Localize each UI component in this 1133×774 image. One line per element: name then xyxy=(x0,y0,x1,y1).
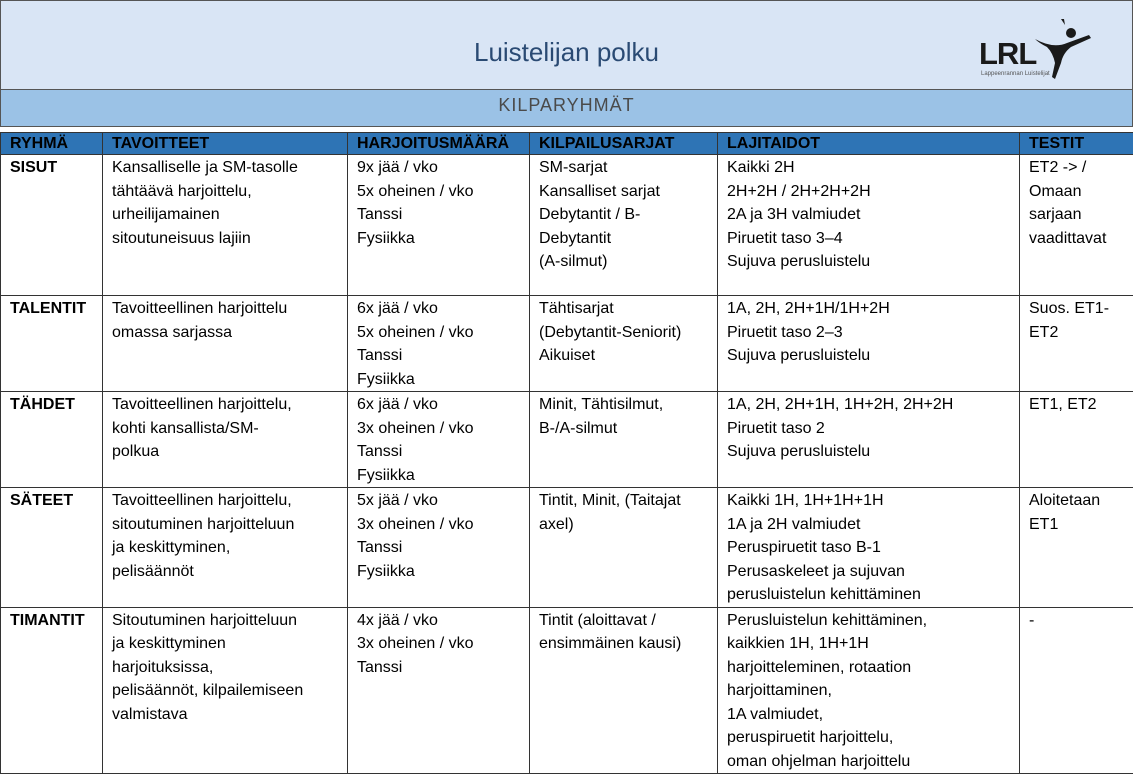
cell-line: 6x jää / vko xyxy=(357,297,521,321)
cell-line: 2H+2H / 2H+2H+2H xyxy=(727,180,1011,204)
cell-line: Tanssi xyxy=(357,536,521,560)
logo-text: LRL xyxy=(979,37,1036,71)
series-cell xyxy=(530,155,718,296)
cell-line: valmistava xyxy=(112,703,339,727)
cell-line: Tavoitteellinen harjoittelu xyxy=(112,297,339,321)
cell-line: Fysiikka xyxy=(357,464,521,488)
cell-line: - xyxy=(1029,609,1125,633)
column-header-tests: TESTIT xyxy=(1020,133,1133,155)
goals-cell xyxy=(103,392,348,488)
skills-cell xyxy=(718,155,1020,296)
cell-line: oman ohjelman harjoittelu xyxy=(727,750,1011,774)
cell-line: Aikuiset xyxy=(539,344,709,368)
cell-line: Debytantit / B- xyxy=(539,203,709,227)
cell-line: sarjaan xyxy=(1029,203,1125,227)
cell-line: 5x oheinen / vko xyxy=(357,180,521,204)
cell-line: Kaikki 1H, 1H+1H+1H xyxy=(727,489,1011,513)
table-row xyxy=(1,296,1133,392)
cell-line: 1A ja 2H valmiudet xyxy=(727,513,1011,537)
cell-line: 5x jää / vko xyxy=(357,489,521,513)
cell-line: 1A, 2H, 2H+1H, 1H+2H, 2H+2H xyxy=(727,393,1011,417)
tests-cell xyxy=(1020,488,1133,608)
section-band xyxy=(0,90,1133,127)
cell-line: Tintit (aloittavat / xyxy=(539,609,709,633)
training-cell xyxy=(348,607,530,774)
cell-line: harjoittaminen, xyxy=(727,679,1011,703)
cell-line: Kaikki 2H xyxy=(727,156,1011,180)
cell-line: ja keskittyminen xyxy=(112,632,339,656)
cell-line: Kansalliselle ja SM-tasolle xyxy=(112,156,339,180)
cell-line: Tintit, Minit, (Taitajat xyxy=(539,489,709,513)
skills-cell xyxy=(718,488,1020,608)
cell-line: Tavoitteellinen harjoittelu, xyxy=(112,489,339,513)
training-cell xyxy=(348,488,530,608)
group-name-cell: SÄTEET xyxy=(1,488,103,608)
cell-line: Kansalliset sarjat xyxy=(539,180,709,204)
tests-cell xyxy=(1020,296,1133,392)
column-header-skills: LAJITAIDOT xyxy=(718,133,1020,155)
cell-line: Piruetit taso 3–4 xyxy=(727,227,1011,251)
cell-line: 3x oheinen / vko xyxy=(357,632,521,656)
cell-line: 2A ja 3H valmiudet xyxy=(727,203,1011,227)
cell-line: Minit, Tähtisilmut, xyxy=(539,393,709,417)
cell-line: Sujuva perusluistelu xyxy=(727,250,1011,274)
cell-line: vaadittavat xyxy=(1029,227,1125,251)
cell-line: tähtäävä harjoittelu, xyxy=(112,180,339,204)
skills-cell xyxy=(718,296,1020,392)
cell-line: 5x oheinen / vko xyxy=(357,321,521,345)
cell-line: sitoutuneisuus lajiin xyxy=(112,227,339,251)
cell-line: Omaan xyxy=(1029,180,1125,204)
cell-line: 1A, 2H, 2H+1H/1H+2H xyxy=(727,297,1011,321)
cell-line: sitoutuminen harjoitteluun xyxy=(112,513,339,537)
cell-line: Tanssi xyxy=(357,203,521,227)
logo-subtitle: Lappeenrannan Luistelijat xyxy=(981,71,1050,77)
cell-line: peruspiruetit harjoittelu, xyxy=(727,726,1011,750)
cell-line: ET1, ET2 xyxy=(1029,393,1125,417)
table-header-row xyxy=(1,133,1133,155)
section-title: KILPARYHMÄT xyxy=(1,95,1132,116)
tests-cell xyxy=(1020,392,1133,488)
cell-line: Aloitetaan xyxy=(1029,489,1125,513)
skills-cell xyxy=(718,392,1020,488)
series-cell xyxy=(530,488,718,608)
cell-line: Debytantit xyxy=(539,227,709,251)
cell-line: 3x oheinen / vko xyxy=(357,513,521,537)
series-cell xyxy=(530,392,718,488)
goals-cell xyxy=(103,607,348,774)
column-header-goals: TAVOITTEET xyxy=(103,133,348,155)
tests-cell xyxy=(1020,155,1133,296)
table-row xyxy=(1,155,1133,296)
cell-line: Sujuva perusluistelu xyxy=(727,344,1011,368)
cell-line: 3x oheinen / vko xyxy=(357,417,521,441)
cell-line: (Debytantit-Seniorit) xyxy=(539,321,709,345)
club-logo xyxy=(979,19,1103,83)
cell-line: Tanssi xyxy=(357,656,521,680)
goals-cell xyxy=(103,296,348,392)
group-name-cell: TALENTIT xyxy=(1,296,103,392)
cell-line: kohti kansallista/SM- xyxy=(112,417,339,441)
cell-line: harjoituksissa, xyxy=(112,656,339,680)
group-name-cell: SISUT xyxy=(1,155,103,296)
cell-line: ET2 xyxy=(1029,321,1125,345)
cell-line: Peruspiruetit taso B-1 xyxy=(727,536,1011,560)
cell-line: polkua xyxy=(112,440,339,464)
group-name-cell: TÄHDET xyxy=(1,392,103,488)
training-cell xyxy=(348,296,530,392)
cell-line: perusluistelun kehittäminen xyxy=(727,583,1011,607)
cell-line: Piruetit taso 2–3 xyxy=(727,321,1011,345)
cell-line: Sitoutuminen harjoitteluun xyxy=(112,609,339,633)
table-row xyxy=(1,392,1133,488)
cell-line: axel) xyxy=(539,513,709,537)
cell-line: Tähtisarjat xyxy=(539,297,709,321)
cell-line: (A-silmut) xyxy=(539,250,709,274)
tests-cell xyxy=(1020,607,1133,774)
cell-line: omassa sarjassa xyxy=(112,321,339,345)
cell-line: Suos. ET1- xyxy=(1029,297,1125,321)
table-row xyxy=(1,607,1133,774)
training-cell xyxy=(348,392,530,488)
cell-line: Tavoitteellinen harjoittelu, xyxy=(112,393,339,417)
cell-line: 9x jää / vko xyxy=(357,156,521,180)
column-header-series: KILPAILUSARJAT xyxy=(530,133,718,155)
cell-line: Perusaskeleet ja sujuvan xyxy=(727,560,1011,584)
goals-cell xyxy=(103,155,348,296)
cell-line: ET2 -> / xyxy=(1029,156,1125,180)
cell-line: Perusluistelun kehittäminen, xyxy=(727,609,1011,633)
cell-line: Tanssi xyxy=(357,344,521,368)
cell-line: Sujuva perusluistelu xyxy=(727,440,1011,464)
page-title: Luistelijan polku xyxy=(1,37,1132,68)
table-row xyxy=(1,488,1133,608)
series-cell xyxy=(530,607,718,774)
column-header-group: RYHMÄ xyxy=(1,133,103,155)
cell-line: Fysiikka xyxy=(357,368,521,392)
cell-line: urheilijamainen xyxy=(112,203,339,227)
cell-line: 6x jää / vko xyxy=(357,393,521,417)
cell-line: 1A valmiudet, xyxy=(727,703,1011,727)
skills-cell xyxy=(718,607,1020,774)
cell-line: pelisäännöt xyxy=(112,560,339,584)
cell-line: Tanssi xyxy=(357,440,521,464)
cell-line: harjoitteleminen, rotaation xyxy=(727,656,1011,680)
series-cell xyxy=(530,296,718,392)
cell-line: B-/A-silmut xyxy=(539,417,709,441)
cell-line: ensimmäinen kausi) xyxy=(539,632,709,656)
cell-line: ja keskittyminen, xyxy=(112,536,339,560)
cell-line: kaikkien 1H, 1H+1H xyxy=(727,632,1011,656)
cell-line: Piruetit taso 2 xyxy=(727,417,1011,441)
cell-line: Fysiikka xyxy=(357,227,521,251)
training-cell xyxy=(348,155,530,296)
cell-line: 4x jää / vko xyxy=(357,609,521,633)
cell-line: pelisäännöt, kilpailemiseen xyxy=(112,679,339,703)
cell-line: ET1 xyxy=(1029,513,1125,537)
groups-table xyxy=(0,132,1133,774)
goals-cell xyxy=(103,488,348,608)
group-name-cell: TIMANTIT xyxy=(1,607,103,774)
column-header-training: HARJOITUSMÄÄRÄ xyxy=(348,133,530,155)
cell-line: SM-sarjat xyxy=(539,156,709,180)
cell-line: Fysiikka xyxy=(357,560,521,584)
title-bar xyxy=(0,0,1133,90)
